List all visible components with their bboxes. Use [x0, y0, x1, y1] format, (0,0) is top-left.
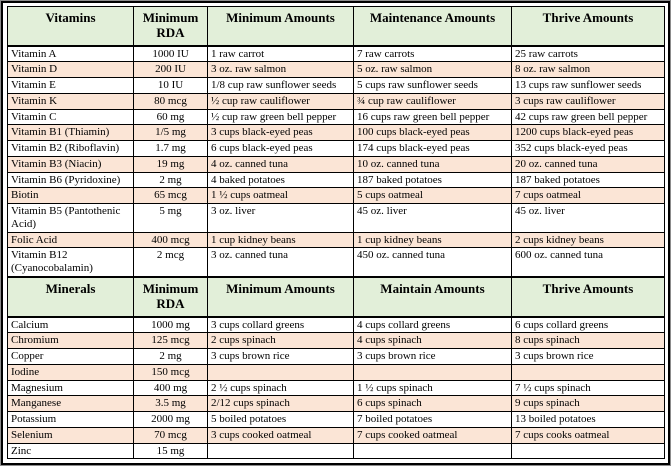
vitamins-column-header: Thrive Amounts	[512, 7, 665, 46]
minerals-column-header: Minerals	[8, 277, 134, 316]
amount-cell: 3 cups brown rice	[354, 349, 512, 365]
rda-cell: 70 mcg	[134, 427, 208, 443]
amount-cell	[354, 364, 512, 380]
table-row	[8, 204, 665, 233]
rda-cell: 2 mcg	[134, 248, 208, 277]
nutrient-name-cell: Vitamin B1 (Thiamin)	[8, 125, 134, 141]
table-row	[8, 188, 665, 204]
nutrient-name-cell: Copper	[8, 349, 134, 365]
rda-cell: 1/5 mg	[134, 125, 208, 141]
amount-cell: 1 cup kidney beans	[354, 232, 512, 248]
rda-cell: 5 mg	[134, 204, 208, 233]
amount-cell: 3 cups collard greens	[208, 317, 354, 333]
table-row	[8, 412, 665, 428]
amount-cell: 13 cups raw sunflower seeds	[512, 78, 665, 94]
amount-cell: 10 oz. canned tuna	[354, 156, 512, 172]
amount-cell: 1 ½ cups oatmeal	[208, 188, 354, 204]
nutrient-name-cell: Vitamin A	[8, 46, 134, 62]
amount-cell: 7 ½ cups spinach	[512, 380, 665, 396]
minerals-table	[7, 277, 665, 459]
vitamins-table-header	[8, 7, 665, 46]
rda-cell: 200 IU	[134, 62, 208, 78]
amount-cell: 7 raw carrots	[354, 46, 512, 62]
nutrient-name-cell: Biotin	[8, 188, 134, 204]
amount-cell: 5 cups oatmeal	[354, 188, 512, 204]
amount-cell: ½ cup raw cauliflower	[208, 93, 354, 109]
nutrient-name-cell: Vitamin B5 (Pantothenic Acid)	[8, 204, 134, 233]
table-row	[8, 93, 665, 109]
amount-cell: 7 cups oatmeal	[512, 188, 665, 204]
amount-cell	[208, 364, 354, 380]
rda-cell: 2 mg	[134, 172, 208, 188]
table-row	[8, 109, 665, 125]
amount-cell	[208, 443, 354, 459]
rda-cell: 400 mg	[134, 380, 208, 396]
amount-cell: 3 oz. liver	[208, 204, 354, 233]
amount-cell: 5 cups raw sunflower seeds	[354, 78, 512, 94]
nutrient-name-cell: Zinc	[8, 443, 134, 459]
nutrient-name-cell: Calcium	[8, 317, 134, 333]
vitamins-table-body	[8, 46, 665, 277]
amount-cell: 4 cups collard greens	[354, 317, 512, 333]
amount-cell: 2 cups spinach	[208, 333, 354, 349]
table-row	[8, 427, 665, 443]
amount-cell	[354, 443, 512, 459]
minerals-column-header: Minimum RDA	[134, 277, 208, 316]
nutrient-name-cell: Vitamin B2 (Riboflavin)	[8, 141, 134, 157]
amount-cell: 187 baked potatoes	[512, 172, 665, 188]
nutrient-name-cell: Potassium	[8, 412, 134, 428]
table-row	[8, 46, 665, 62]
table-row	[8, 62, 665, 78]
amount-cell: 3 cups brown rice	[208, 349, 354, 365]
amount-cell	[512, 364, 665, 380]
nutrient-name-cell: Chromium	[8, 333, 134, 349]
amount-cell: 3 oz. raw salmon	[208, 62, 354, 78]
amount-cell: 2 ½ cups spinach	[208, 380, 354, 396]
table-row	[8, 380, 665, 396]
amount-cell: 3 cups brown rice	[512, 349, 665, 365]
amount-cell: 187 baked potatoes	[354, 172, 512, 188]
amount-cell: 4 cups spinach	[354, 333, 512, 349]
nutrient-name-cell: Vitamin B3 (Niacin)	[8, 156, 134, 172]
amount-cell: 2 cups kidney beans	[512, 232, 665, 248]
rda-cell: 80 mcg	[134, 93, 208, 109]
rda-cell: 1.7 mg	[134, 141, 208, 157]
rda-cell: 400 mcg	[134, 232, 208, 248]
inner-frame	[1, 1, 670, 465]
minerals-table-body	[8, 317, 665, 459]
vitamins-header-row	[8, 7, 665, 46]
amount-cell: ¾ cup raw cauliflower	[354, 93, 512, 109]
rda-cell: 2000 mg	[134, 412, 208, 428]
table-row	[8, 78, 665, 94]
amount-cell: 352 cups black-eyed peas	[512, 141, 665, 157]
amount-cell	[512, 443, 665, 459]
amount-cell: 7 cups cooked oatmeal	[354, 427, 512, 443]
minerals-column-header: Maintain Amounts	[354, 277, 512, 316]
rda-cell: 2 mg	[134, 349, 208, 365]
amount-cell: 9 cups spinach	[512, 396, 665, 412]
amount-cell: 8 oz. raw salmon	[512, 62, 665, 78]
nutrient-name-cell: Vitamin K	[8, 93, 134, 109]
amount-cell: 2/12 cups spinach	[208, 396, 354, 412]
rda-cell: 1000 IU	[134, 46, 208, 62]
nutrient-name-cell: Vitamin E	[8, 78, 134, 94]
table-row	[8, 443, 665, 459]
nutrient-name-cell: Vitamin B12 (Cyanocobalamin)	[8, 248, 134, 277]
minerals-header-row	[8, 277, 665, 316]
amount-cell: 1/8 cup raw sunflower seeds	[208, 78, 354, 94]
table-row	[8, 364, 665, 380]
nutrient-name-cell: Vitamin D	[8, 62, 134, 78]
amount-cell: 1 raw carrot	[208, 46, 354, 62]
table-row	[8, 141, 665, 157]
rda-cell: 65 mcg	[134, 188, 208, 204]
table-row	[8, 125, 665, 141]
amount-cell: 6 cups spinach	[354, 396, 512, 412]
minerals-column-header: Thrive Amounts	[512, 277, 665, 316]
amount-cell: 45 oz. liver	[512, 204, 665, 233]
rda-cell: 125 mcg	[134, 333, 208, 349]
amount-cell: 8 cups spinach	[512, 333, 665, 349]
table-row	[8, 317, 665, 333]
nutrient-name-cell: Iodine	[8, 364, 134, 380]
table-row	[8, 232, 665, 248]
amount-cell: 20 oz. canned tuna	[512, 156, 665, 172]
rda-cell: 15 mg	[134, 443, 208, 459]
amount-cell: 1 cup kidney beans	[208, 232, 354, 248]
rda-cell: 1000 mg	[134, 317, 208, 333]
table-row	[8, 396, 665, 412]
amount-cell: 1 ½ cups spinach	[354, 380, 512, 396]
amount-cell: 174 cups black-eyed peas	[354, 141, 512, 157]
amount-cell: 4 baked potatoes	[208, 172, 354, 188]
nutrient-name-cell: Folic Acid	[8, 232, 134, 248]
nutrient-name-cell: Manganese	[8, 396, 134, 412]
amount-cell: 3 oz. canned tuna	[208, 248, 354, 277]
amount-cell: 7 boiled potatoes	[354, 412, 512, 428]
nutrient-name-cell: Vitamin C	[8, 109, 134, 125]
amount-cell: 16 cups raw green bell pepper	[354, 109, 512, 125]
amount-cell: 450 oz. canned tuna	[354, 248, 512, 277]
amount-cell: 600 oz. canned tuna	[512, 248, 665, 277]
table-row	[8, 172, 665, 188]
vitamins-column-header: Vitamins	[8, 7, 134, 46]
table-row	[8, 248, 665, 277]
amount-cell: 3 cups cooked oatmeal	[208, 427, 354, 443]
amount-cell: 7 cups cooks oatmeal	[512, 427, 665, 443]
rda-cell: 150 mcg	[134, 364, 208, 380]
amount-cell: 3 cups raw cauliflower	[512, 93, 665, 109]
amount-cell: 100 cups black-eyed peas	[354, 125, 512, 141]
rda-cell: 3.5 mg	[134, 396, 208, 412]
table-row	[8, 333, 665, 349]
amount-cell: 6 cups black-eyed peas	[208, 141, 354, 157]
vitamins-column-header: Minimum RDA	[134, 7, 208, 46]
nutrient-name-cell: Selenium	[8, 427, 134, 443]
rda-cell: 19 mg	[134, 156, 208, 172]
amount-cell: 1200 cups black-eyed peas	[512, 125, 665, 141]
vitamins-table	[7, 6, 665, 277]
table-row	[8, 349, 665, 365]
amount-cell: 5 boiled potatoes	[208, 412, 354, 428]
minerals-table-header	[8, 277, 665, 316]
nutrient-name-cell: Magnesium	[8, 380, 134, 396]
amount-cell: 4 oz. canned tuna	[208, 156, 354, 172]
rda-cell: 10 IU	[134, 78, 208, 94]
amount-cell: 13 boiled potatoes	[512, 412, 665, 428]
amount-cell: 3 cups black-eyed peas	[208, 125, 354, 141]
amount-cell: 42 cups raw green bell pepper	[512, 109, 665, 125]
rda-cell: 60 mg	[134, 109, 208, 125]
table-row	[8, 156, 665, 172]
vitamins-column-header: Maintenance Amounts	[354, 7, 512, 46]
minerals-column-header: Minimum Amounts	[208, 277, 354, 316]
amount-cell: 5 oz. raw salmon	[354, 62, 512, 78]
vitamins-column-header: Minimum Amounts	[208, 7, 354, 46]
amount-cell: 25 raw carrots	[512, 46, 665, 62]
amount-cell: 45 oz. liver	[354, 204, 512, 233]
amount-cell: ½ cup raw green bell pepper	[208, 109, 354, 125]
amount-cell: 6 cups collard greens	[512, 317, 665, 333]
nutrient-name-cell: Vitamin B6 (Pyridoxine)	[8, 172, 134, 188]
